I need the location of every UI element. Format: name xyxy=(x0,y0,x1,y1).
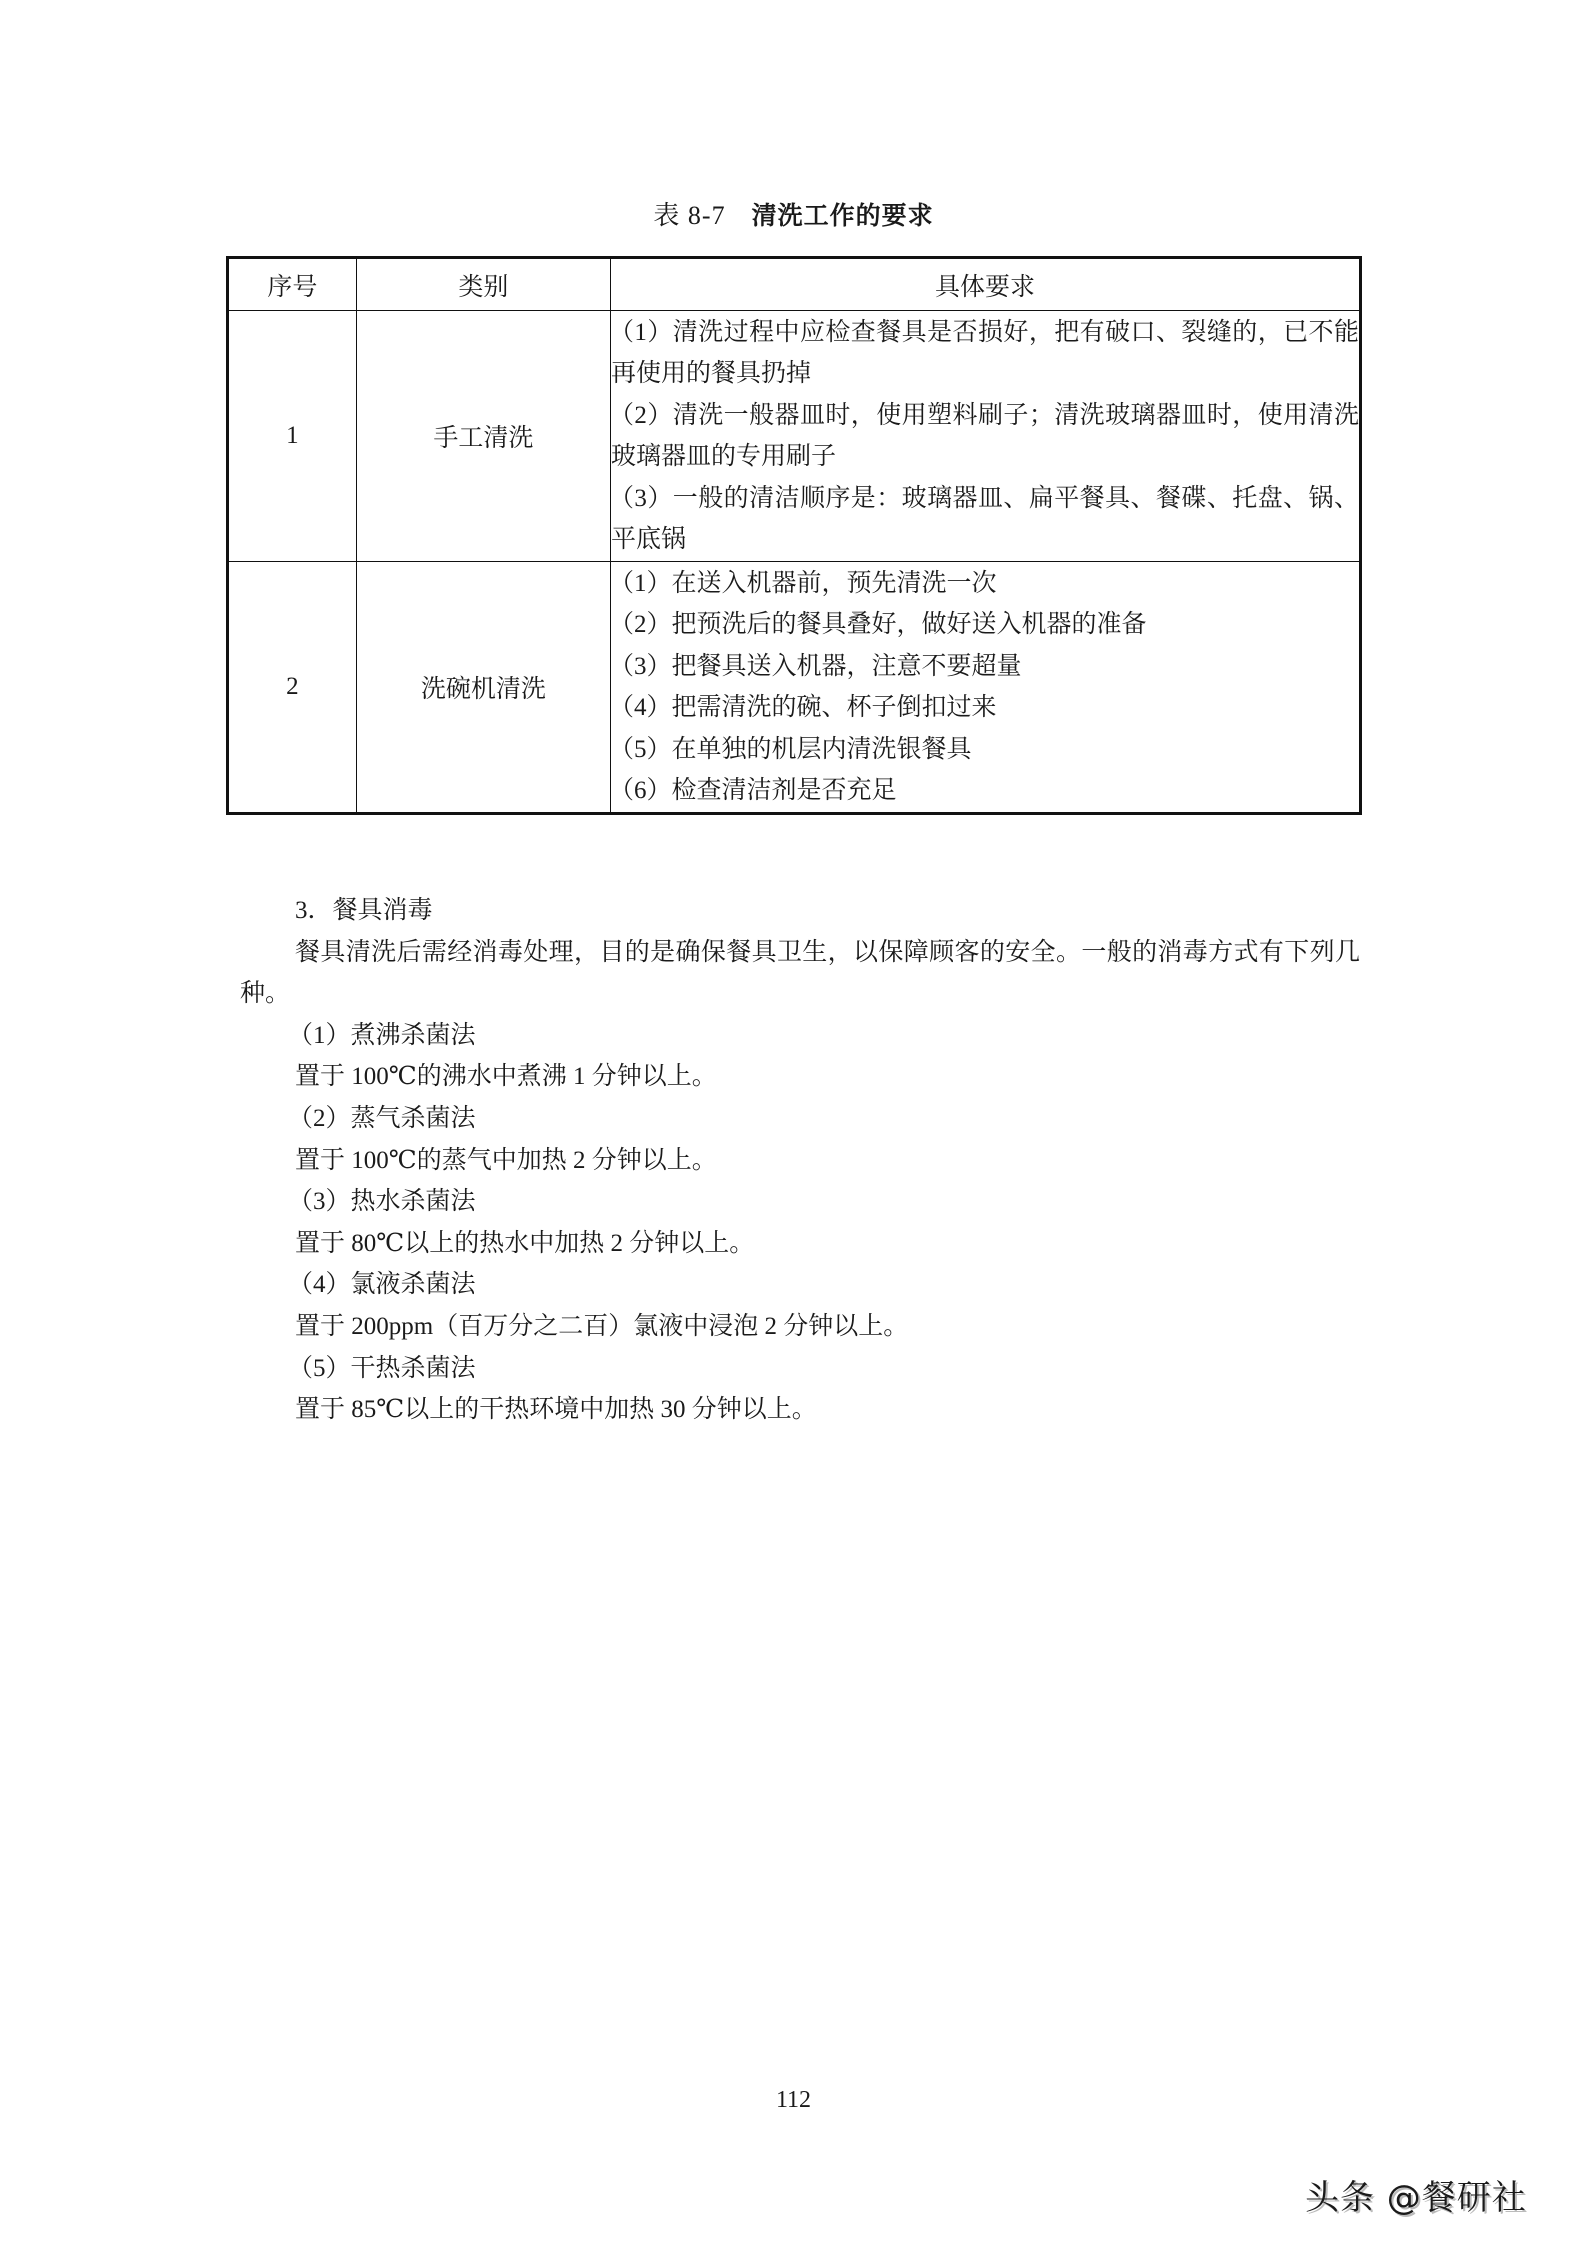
method-desc: 置于 100℃的蒸气中加热 2 分钟以上。 xyxy=(295,1146,717,1174)
row-no: 2 xyxy=(228,562,357,814)
watermark: 头条 @餐研社 xyxy=(1305,2178,1527,2218)
cleaning-requirements-table xyxy=(226,256,1362,815)
method-desc: 置于 200ppm（百万分之二百）氯液中浸泡 2 分钟以上。 xyxy=(295,1312,909,1340)
header-requirements: 具体要求 xyxy=(611,258,1361,311)
method-title: （5）干热杀菌法 xyxy=(288,1354,476,1382)
header-no: 序号 xyxy=(228,258,357,311)
row-category: 洗碗机清洗 xyxy=(356,562,610,814)
method-title: （3）热水杀菌法 xyxy=(288,1188,476,1216)
requirement-item: （3）把餐具送入机器，注意不要超量 xyxy=(609,652,1022,680)
method-title: （1）煮沸杀菌法 xyxy=(288,1021,476,1049)
row-requirements xyxy=(611,311,1361,562)
requirement-item: （2）清洗一般器皿时，使用塑料刷子；清洗玻璃器皿时，使用清洗玻璃器皿的专用刷子 xyxy=(609,401,1359,470)
requirement-item: （1）在送入机器前，预先清洗一次 xyxy=(609,569,997,597)
method-title: （2）蒸气杀菌法 xyxy=(288,1104,476,1132)
method-title: （4）氯液杀菌法 xyxy=(288,1271,476,1299)
requirement-item: （1）清洗过程中应检查餐具是否损好，把有破口、裂缝的，已不能再使用的餐具扔掉 xyxy=(609,318,1359,387)
requirement-item: （6）检查清洁剂是否充足 xyxy=(609,777,897,804)
page-number: 112 xyxy=(775,2087,812,2113)
requirement-item: （2）把预洗后的餐具叠好，做好送入机器的准备 xyxy=(609,611,1147,638)
table-header-row xyxy=(228,258,1361,311)
requirement-item: （4）把需清洗的碗、杯子倒扣过来 xyxy=(609,694,997,721)
table-row xyxy=(228,562,1361,814)
section-intro: 餐具清洗后需经消毒处理，目的是确保餐具卫生，以保障顾客的安全。一般的消毒方式有下列几种。 xyxy=(240,938,1360,1008)
header-category: 类别 xyxy=(356,258,610,311)
table-caption xyxy=(0,195,1587,232)
table-row xyxy=(228,311,1361,562)
table-number: 表 8-7 xyxy=(653,201,726,230)
row-category: 手工清洗 xyxy=(356,311,610,562)
section-heading: 3．餐具消毒 xyxy=(295,897,433,924)
method-desc: 置于 100℃的沸水中煮沸 1 分钟以上。 xyxy=(295,1063,717,1091)
method-desc: 置于 85℃以上的干热环境中加热 30 分钟以上。 xyxy=(295,1396,817,1424)
disinfection-section xyxy=(240,890,1360,1431)
table-title: 清洗工作的要求 xyxy=(751,201,934,230)
requirement-item: （5）在单独的机层内清洗银餐具 xyxy=(609,735,972,763)
method-desc: 置于 80℃以上的热水中加热 2 分钟以上。 xyxy=(295,1229,755,1257)
row-no: 1 xyxy=(228,311,357,562)
row-requirements xyxy=(611,562,1361,814)
requirement-item: （3）一般的清洁顺序是：玻璃器皿、扁平餐具、餐碟、托盘、锅、平底锅 xyxy=(609,484,1359,553)
